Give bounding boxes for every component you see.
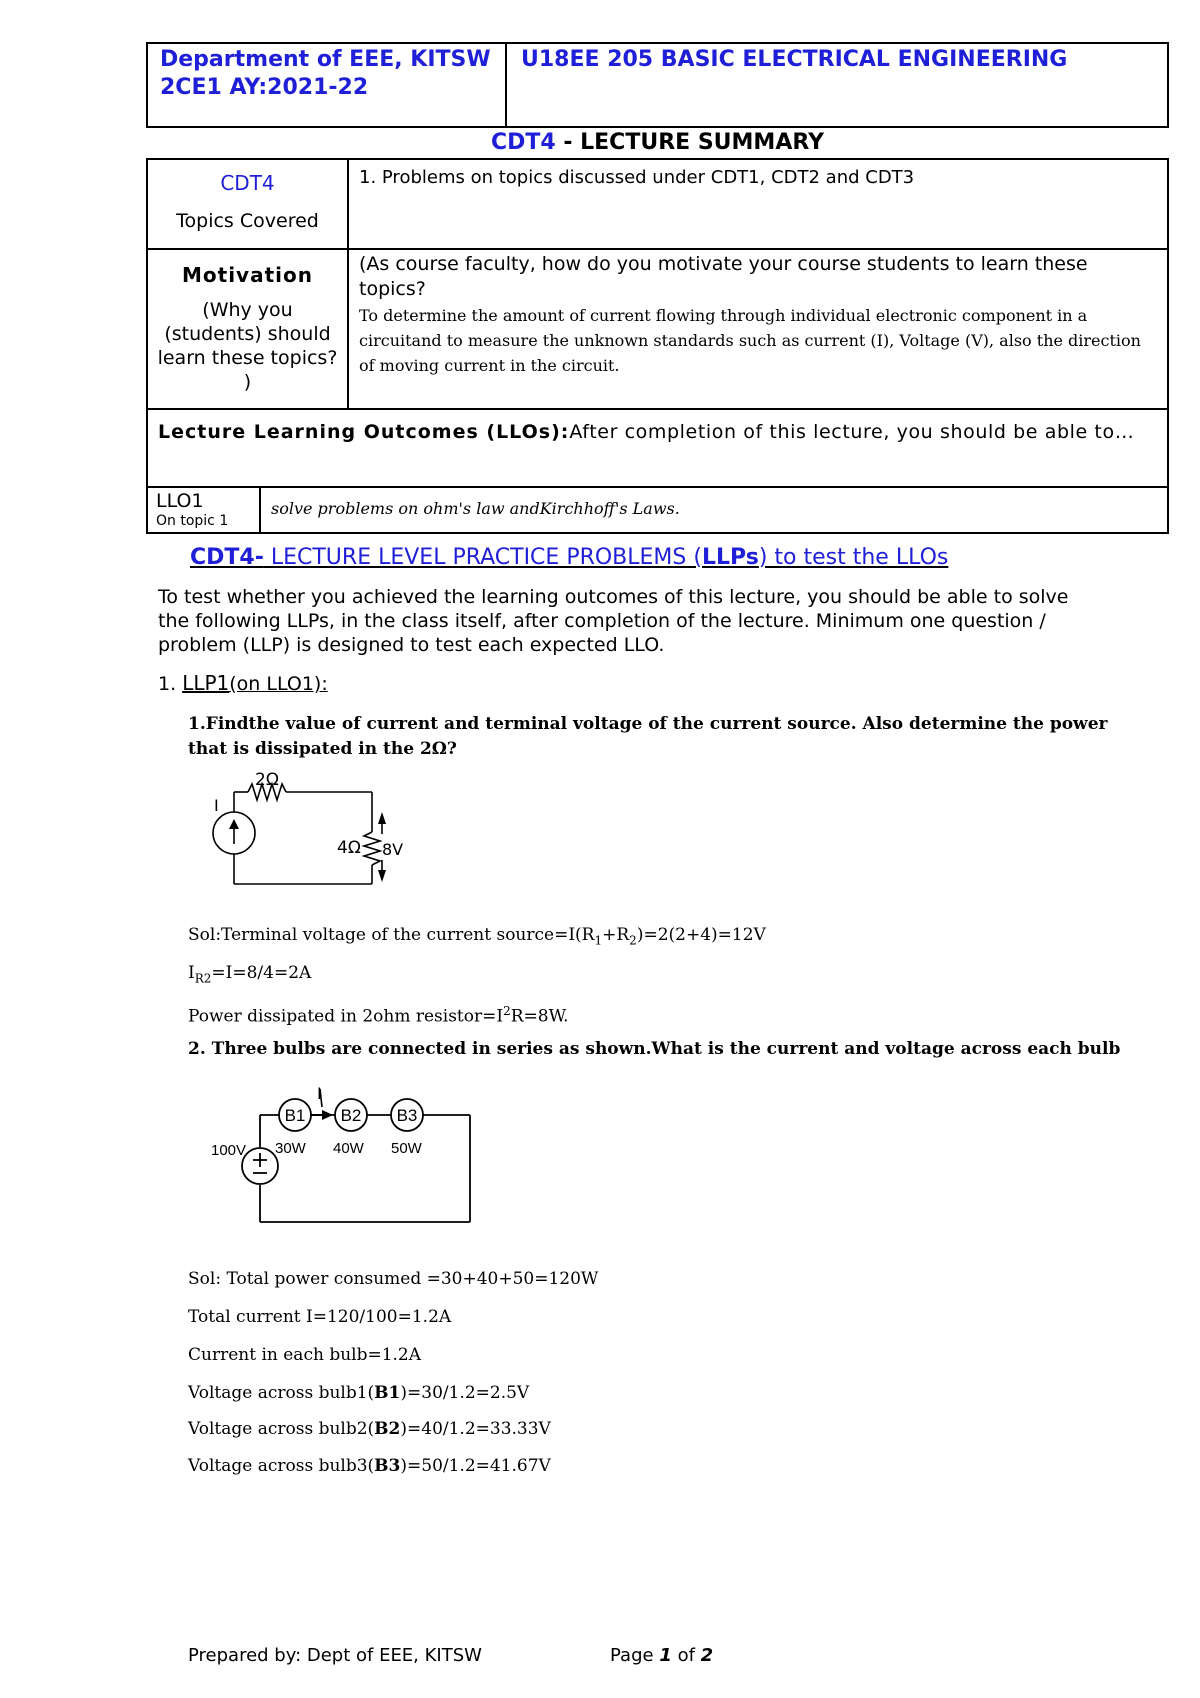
question-2: 2. Three bulbs are connected in series as shown.What is the current and voltage across each bulb	[188, 1039, 1121, 1059]
bulb-b2-power: 40W	[333, 1140, 364, 1157]
sol2-line-1: Sol: Total power consumed =30+40+50=120W	[188, 1269, 599, 1289]
circuit-1-diagram	[200, 772, 420, 892]
llp-number: 1.	[158, 673, 177, 695]
llo1-row	[148, 488, 1167, 532]
source-voltage-label: 100V	[211, 1142, 247, 1159]
llo1-code: LLO1	[156, 490, 204, 512]
motivation-question: (As course faculty, how do you motivate your course students to learn these topics?	[359, 253, 1088, 300]
source-arrow-icon	[229, 819, 239, 829]
bulb-b3-label: B3	[396, 1106, 418, 1125]
llo1-code-cell	[148, 488, 261, 532]
course-title: U18EE 205 BASIC ELECTRICAL ENGINEERING	[521, 47, 1068, 72]
practice-title	[190, 543, 948, 573]
bulb-b1-label: B1	[284, 1106, 306, 1125]
question-1: 1.Findthe value of current and terminal voltage of the current source. Also determine the power that is dissipated in the 2Ω?	[188, 714, 1108, 759]
current-label: I	[317, 1085, 322, 1103]
motivation-label: Motivation	[182, 263, 313, 287]
sol1-line-2: $I_{R2}=I=8/4=2A$	[188, 963, 312, 986]
footer-page-number	[610, 1645, 713, 1666]
motivation-row	[148, 250, 1167, 410]
motivation-sub: (Why you (students) should learn these topics? )	[157, 299, 338, 393]
sol1-line-3: Power dissipated in 2ohm $resistor=I^2R=8W$.	[188, 1004, 569, 1027]
topics-label-cell	[148, 160, 349, 248]
summary-title	[146, 128, 1169, 158]
llp-on: (on LLO1):	[229, 673, 328, 695]
department-cell: Department of EEE, KITSW 2CE1 AY:2021-22	[148, 44, 507, 126]
llo-heading-row	[148, 410, 1167, 488]
summary-title-code: CDT4	[490, 130, 556, 155]
sol2-line-6: Voltage across bulb3(B3)=50/1.2=41.67V	[188, 1456, 551, 1476]
circuit-2-diagram	[205, 1085, 485, 1225]
voltage-plus-arrow-icon	[378, 812, 386, 824]
header-table	[146, 42, 1169, 128]
practice-title-bold: LLPs	[701, 545, 759, 570]
practice-title-code: CDT4-	[190, 545, 264, 570]
bulb-b1-power: 30W	[275, 1140, 306, 1157]
practice-title-mid: LECTURE LEVEL PRACTICE PROBLEMS (	[263, 545, 702, 570]
llo-heading: Lecture Learning Outcomes (LLOs):	[158, 421, 570, 443]
topics-text: 1. Problems on topics discussed under CDT1, CDT2 and CDT3	[359, 167, 915, 188]
page-num: 1	[659, 1645, 672, 1666]
r2-label: 4Ω	[337, 838, 361, 858]
resistor-4ohm	[364, 832, 380, 865]
motivation-answer: To determine the amount of current flowing through individual electronic component in a circuitand to measure the unknown standards such as current (I), Voltage (V), also the direction of moving current in the circuit.	[359, 306, 1141, 375]
sol1-line-1: Sol:Terminal voltage of the current $source=I(R_1+R_2)=2(2+4)=12V$	[188, 925, 766, 948]
llo1-text: solve problems on ohm's law andKirchhoff's Laws.	[271, 499, 680, 518]
page-of: of	[677, 1645, 695, 1666]
llp-label: LLP1	[182, 671, 230, 695]
page-label: Page	[610, 1645, 654, 1666]
practice-title-end: ) to test the LLOs	[758, 545, 949, 570]
llo-heading-rest: After completion of this lecture, you should be able to…	[569, 421, 1135, 443]
topics-label: Topics Covered	[176, 210, 319, 232]
page-total: 2	[700, 1645, 714, 1666]
sol2-line-2: Total current I=120/100=1.2A	[188, 1307, 452, 1327]
topics-row	[148, 160, 1167, 250]
bulb-b3-power: 50W	[391, 1140, 422, 1157]
llo1-topic: On topic 1	[156, 513, 229, 529]
footer-prepared-by: Prepared by: Dept of EEE, KITSW	[188, 1645, 482, 1666]
practice-intro: To test whether you achieved the learning outcomes of this lecture, you should be able to solve the following LLPs, in the class itself, after completion of the lecture. Minimum one question / problem (LLP) is designed to test each expected LLO.	[158, 586, 1069, 656]
llp-heading	[158, 670, 328, 697]
source-label: I	[214, 796, 219, 815]
topics-code: CDT4	[220, 171, 275, 195]
motivation-text-cell	[349, 250, 1167, 408]
sol2-line-5: Voltage across bulb2(B2)=40/1.2=33.33V	[188, 1419, 551, 1439]
voltage-minus-arrow-icon	[378, 870, 386, 882]
bulb-b2-label: B2	[340, 1106, 362, 1125]
sol2-line-3: Current in each bulb=1.2A	[188, 1345, 422, 1365]
motivation-label-cell	[148, 250, 349, 408]
current-arrow-icon	[322, 1110, 333, 1120]
summary-title-text: - LECTURE SUMMARY	[555, 130, 825, 155]
sol2-line-4: Voltage across bulb1(B1)=30/1.2=2.5V	[188, 1383, 530, 1403]
r1-label: 2Ω	[255, 772, 279, 790]
voltage-label: 8V	[382, 840, 404, 859]
summary-table	[146, 158, 1169, 534]
